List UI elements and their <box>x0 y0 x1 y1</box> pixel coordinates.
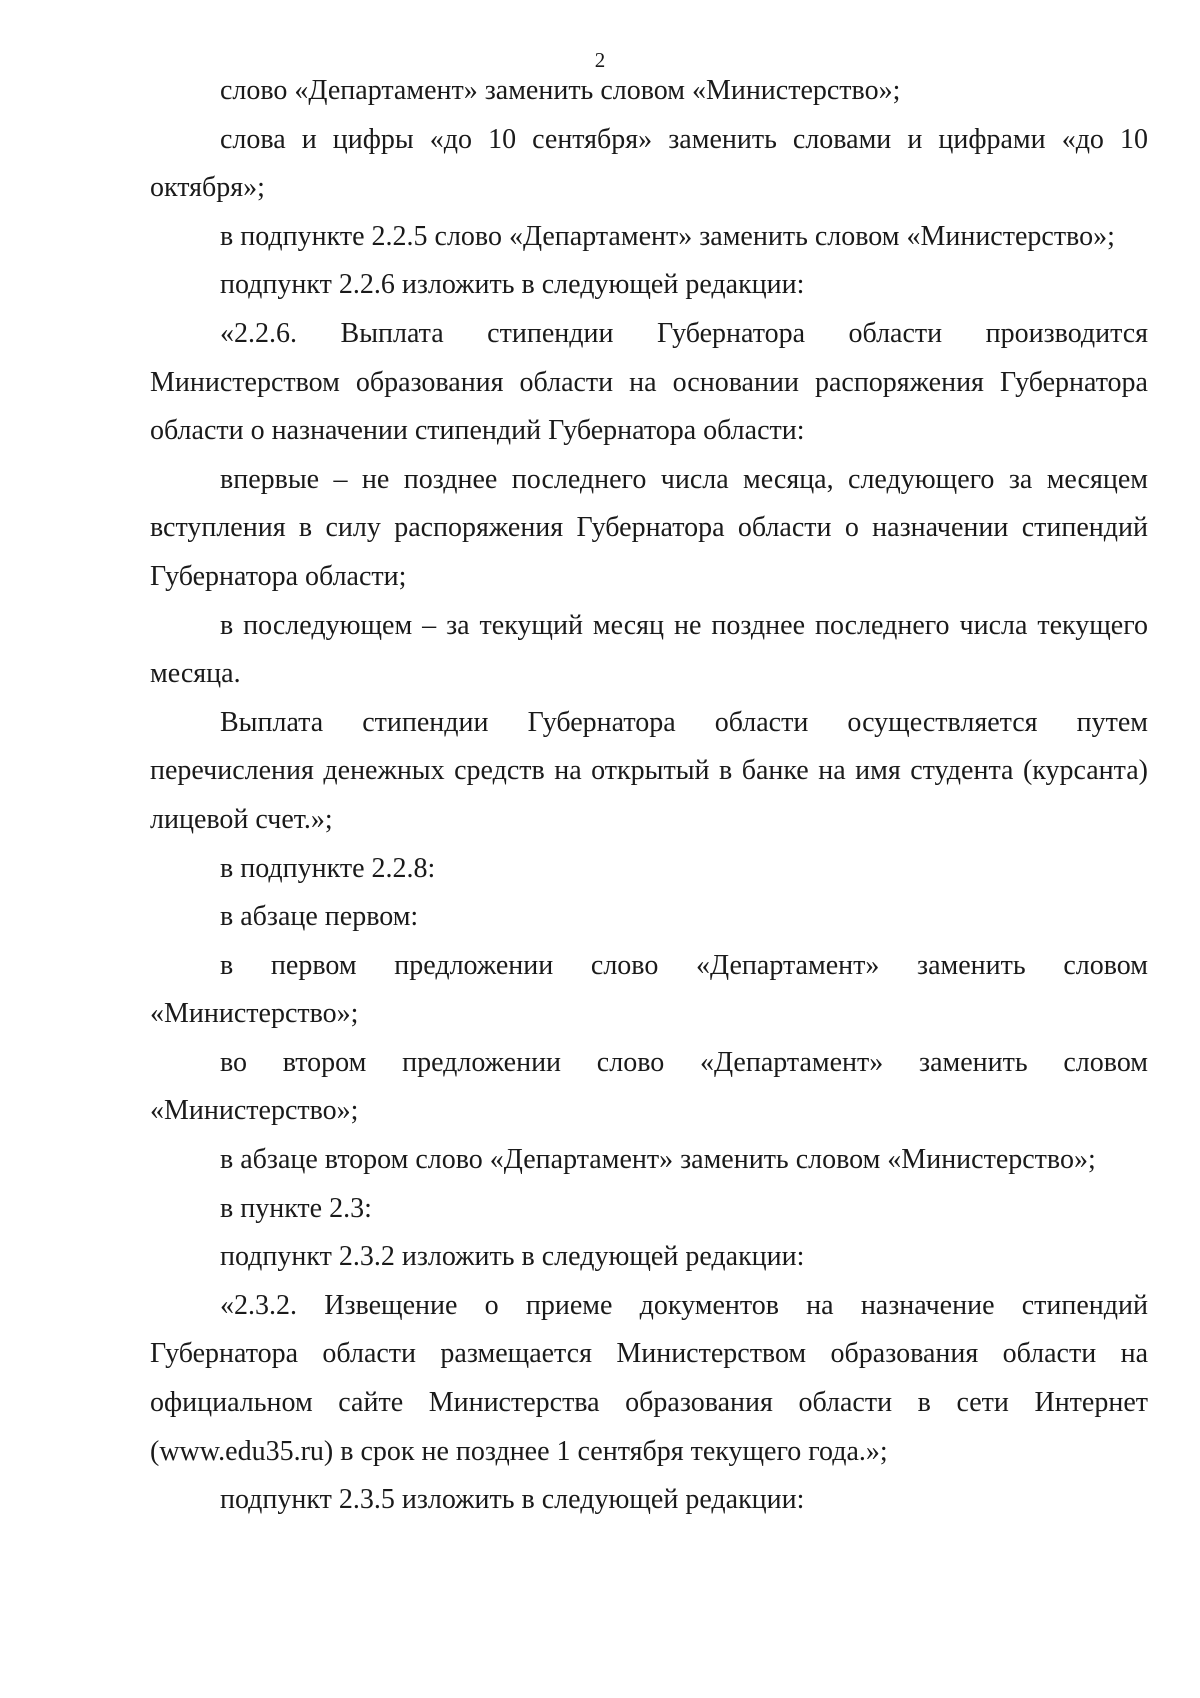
paragraph: впервые – не позднее последнего числа месяца, следующего за месяцем вступления в силу распоряжения Губернатора области о назначении стипендий Губернатора области; <box>150 463 1148 592</box>
paragraph: Выплата стипендии Губернатора области осуществляется путем перечисления денежных средств на открытый в банке на имя студента (курсанта) лицевой счет.»; <box>150 706 1148 835</box>
paragraph: слово «Департамент» заменить словом «Министерство»; <box>220 75 901 106</box>
page-number: 2 <box>594 48 606 72</box>
paragraph: в первом предложении слово «Департамент» заменить словом «Министерство»; <box>150 949 1148 1030</box>
document-body <box>150 67 1148 1525</box>
paragraph: подпункт 2.3.2 изложить в следующей редакции: <box>220 1241 805 1273</box>
paragraph: в абзаце втором слово «Департамент» заменить словом «Министерство»; <box>220 1144 1096 1176</box>
paragraph: в подпункте 2.2.5 слово «Департамент» заменить словом «Министерство»; <box>220 220 1115 252</box>
paragraph: в последующем – за текущий месяц не позднее последнего числа текущего месяца. <box>150 609 1148 690</box>
paragraph: в абзаце первом: <box>220 901 419 933</box>
paragraph: «2.2.6. Выплата стипендии Губернатора области производится Министерством образования области на основании распоряжения Губернатора области о назначении стипендий Губернатора области: <box>150 317 1148 447</box>
paragraph: подпункт 2.3.5 изложить в следующей редакции: <box>220 1484 805 1516</box>
paragraph: в подпункте 2.2.8: <box>220 852 436 884</box>
paragraph: подпункт 2.2.6 изложить в следующей редакции: <box>220 269 805 301</box>
paragraph: «2.3.2. Извещение о приеме документов на назначение стипендий Губернатора области размещается Министерством образования области на официальном сайте Министерства образования области в сети Интернет (www.edu35.ru) в срок не позднее 1 сентября текущего года.»; <box>150 1289 1148 1467</box>
paragraph: в пункте 2.3: <box>220 1192 372 1224</box>
paragraph: слова и цифры «до 10 сентября» заменить словами и цифрами «до 10 октября»; <box>150 123 1148 204</box>
paragraph: во втором предложении слово «Департамент» заменить словом «Министерство»; <box>150 1046 1148 1127</box>
